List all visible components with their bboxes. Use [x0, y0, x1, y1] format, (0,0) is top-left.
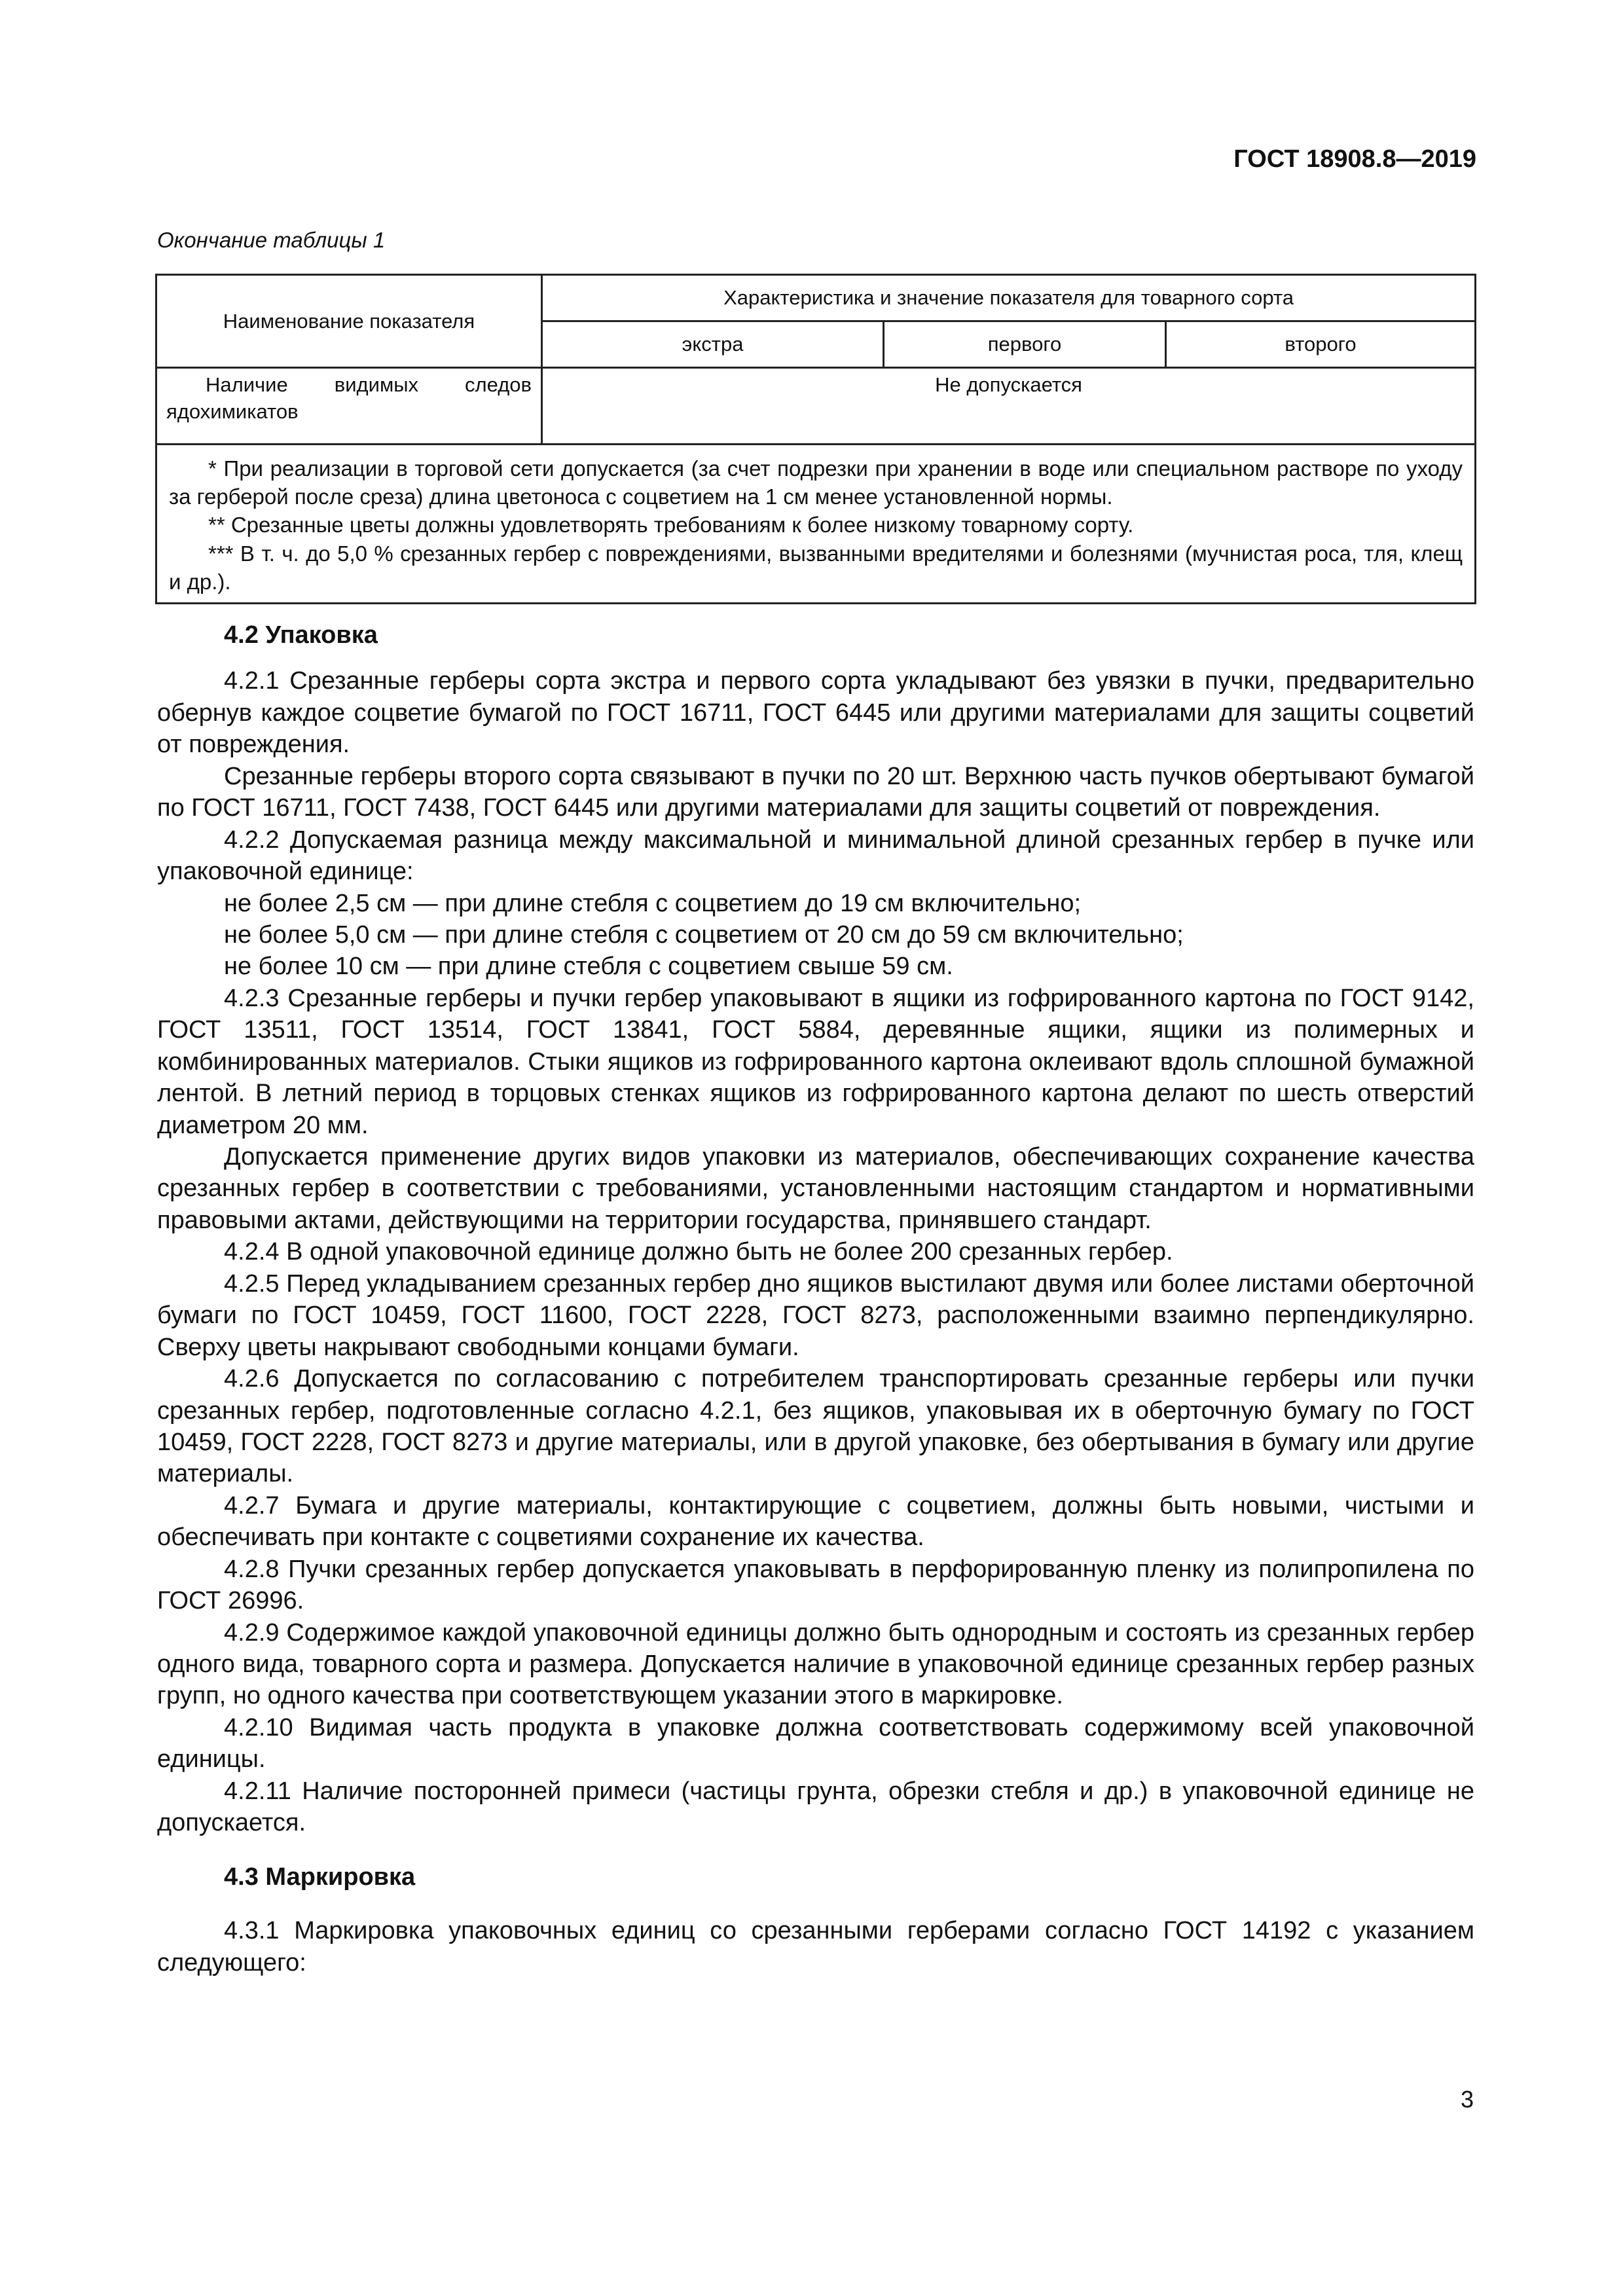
- list-item: не более 10 см — при длине стебля с соцветием свыше 59 см.: [224, 953, 953, 981]
- paragraph: Срезанные герберы второго сорта связывают в пучки по 20 шт. Верхнюю часть пучков обертывают бумагой по ГОСТ 16711, ГОСТ 7438, ГОСТ 6445 или другими материалами для защиты соцветий от повреждения.: [157, 762, 1474, 822]
- paragraph: 4.2.4 В одной упаковочной единице должно быть не более 200 срезанных гербер.: [224, 1238, 1173, 1266]
- paragraph: 4.2.7 Бумага и другие материалы, контактирующие с соцветием, должны быть новыми, чистыми и обеспечивать при контакте с соцветиями сохранение их качества.: [157, 1491, 1474, 1552]
- paragraph: Допускается применение других видов упаковки из материалов, обеспечивающих сохранение качества срезанных гербер в соответствии с требованиями, установленными настоящим стандартом и нормативными правовыми актами, действующими на территории государства, принявшего стандарт.: [157, 1143, 1474, 1234]
- table-note: *** В т. ч. до 5,0 % срезанных гербер с повреждениями, вызванными вредителями и болезнями (мучнистая роса, тля, клещ и др.).: [169, 541, 1463, 594]
- paragraph: 4.2.6 Допускается по согласованию с потребителем транспортировать срезанные герберы или пучки срезанных гербер, подготовленные согласно 4.2.1, без ящиков, упаковывая их в оберточную бумагу по ГОСТ 10459, ГОСТ 2228, ГОСТ 8273 и другие материалы, или в другой упаковке, без обертывания в бумагу или другие материалы.: [157, 1365, 1474, 1488]
- paragraph: 4.2.11 Наличие посторонней примеси (частицы грунта, обрезки стебля и др.) в упаковочной единице не допускается.: [157, 1777, 1474, 1837]
- table-note: ** Срезанные цветы должны удовлетворять требованиям к более низкому товарному сорту.: [208, 513, 1134, 538]
- paragraph: 4.3.1 Маркировка упаковочных единиц со срезанными герберами согласно ГОСТ 14192 с указанием следующего:: [157, 1917, 1474, 1977]
- row-name-text: Наличие видимых следов ядохимикатов: [166, 373, 532, 424]
- section-heading: 4.2 Упаковка: [224, 621, 378, 649]
- page-number: 3: [1460, 2086, 1474, 2113]
- paragraph: 4.2.1 Срезанные герберы сорта экстра и первого сорта укладывают без увязки в пучки, предварительно обернув каждое соцветие бумагой по ГОСТ 16711, ГОСТ 6445 или другими материалами для защиты соцветий от повреждения.: [157, 667, 1474, 759]
- row-name-cell: [156, 368, 542, 445]
- grade-second-cell: второго: [1166, 321, 1476, 368]
- table-caption: Окончание таблицы 1: [157, 228, 386, 252]
- document-code: ГОСТ 18908.8—2019: [1233, 145, 1476, 173]
- header-grade-group-cell: Характеристика и значение показателя для товарного сорта: [542, 275, 1476, 321]
- paragraph: 4.2.10 Видимая часть продукта в упаковке должна соответствовать содержимому всей упаковочной единицы.: [157, 1713, 1474, 1774]
- document-body: [157, 619, 1474, 1978]
- paragraph: 4.2.9 Содержимое каждой упаковочной единицы должно быть однородным и состоять из срезанных гербер одного вида, товарного сорта и размера. Допускается наличие в упаковочной единице срезанных гербер разных групп, но одного качества при соответствующем указании этого в маркировке.: [157, 1618, 1474, 1710]
- grade-extra-cell: экстра: [542, 321, 884, 368]
- paragraph: 4.2.2 Допускаемая разница между максимальной и минимальной длиной срезанных гербер в пучке или упаковочной единице:: [157, 826, 1474, 886]
- paragraph: 4.2.5 Перед укладыванием срезанных гербер дно ящиков выстилают двумя или более листами оберточной бумаги по ГОСТ 10459, ГОСТ 11600, ГОСТ 2228, ГОСТ 8273, расположенными взаимно перпендикулярно. Сверху цветы накрывают свободными концами бумаги.: [157, 1269, 1474, 1361]
- table-notes: [156, 445, 1476, 604]
- quality-table: [155, 274, 1476, 604]
- list-item: не более 2,5 см — при длине стебля с соцветием до 19 см включительно;: [224, 889, 1082, 917]
- section-heading: 4.3 Маркировка: [224, 1863, 416, 1891]
- grade-first-cell: первого: [884, 321, 1166, 368]
- row-value-cell: Не допускается: [542, 368, 1476, 445]
- paragraph: 4.2.8 Пучки срезанных гербер допускается упаковывать в перфорированную пленку из полипропилена по ГОСТ 26996.: [157, 1555, 1474, 1615]
- header-name-cell: Наименование показателя: [156, 275, 542, 368]
- paragraph: 4.2.3 Срезанные герберы и пучки гербер упаковывают в ящики из гофрированного картона по ГОСТ 9142, ГОСТ 13511, ГОСТ 13514, ГОСТ 13841, ГОСТ 5884, деревянные ящики, ящики из полимерных и комбинированных материалов. Стыки ящиков из гофрированного картона оклеивают вдоль сплошной бумажной лентой. В летний период в торцовых стенках ящиков из гофрированного картона делают по шесть отверстий диаметром 20 мм.: [157, 984, 1474, 1139]
- list-item: не более 5,0 см — при длине стебля с соцветием от 20 см до 59 см включительно;: [224, 920, 1184, 949]
- table-note: * При реализации в торговой сети допускается (за счет подрезки при хранении в воде или специальном растворе по уходу за герберой после среза) длина цветоноса с соцветием на 1 см менее установленной нормы.: [169, 456, 1463, 509]
